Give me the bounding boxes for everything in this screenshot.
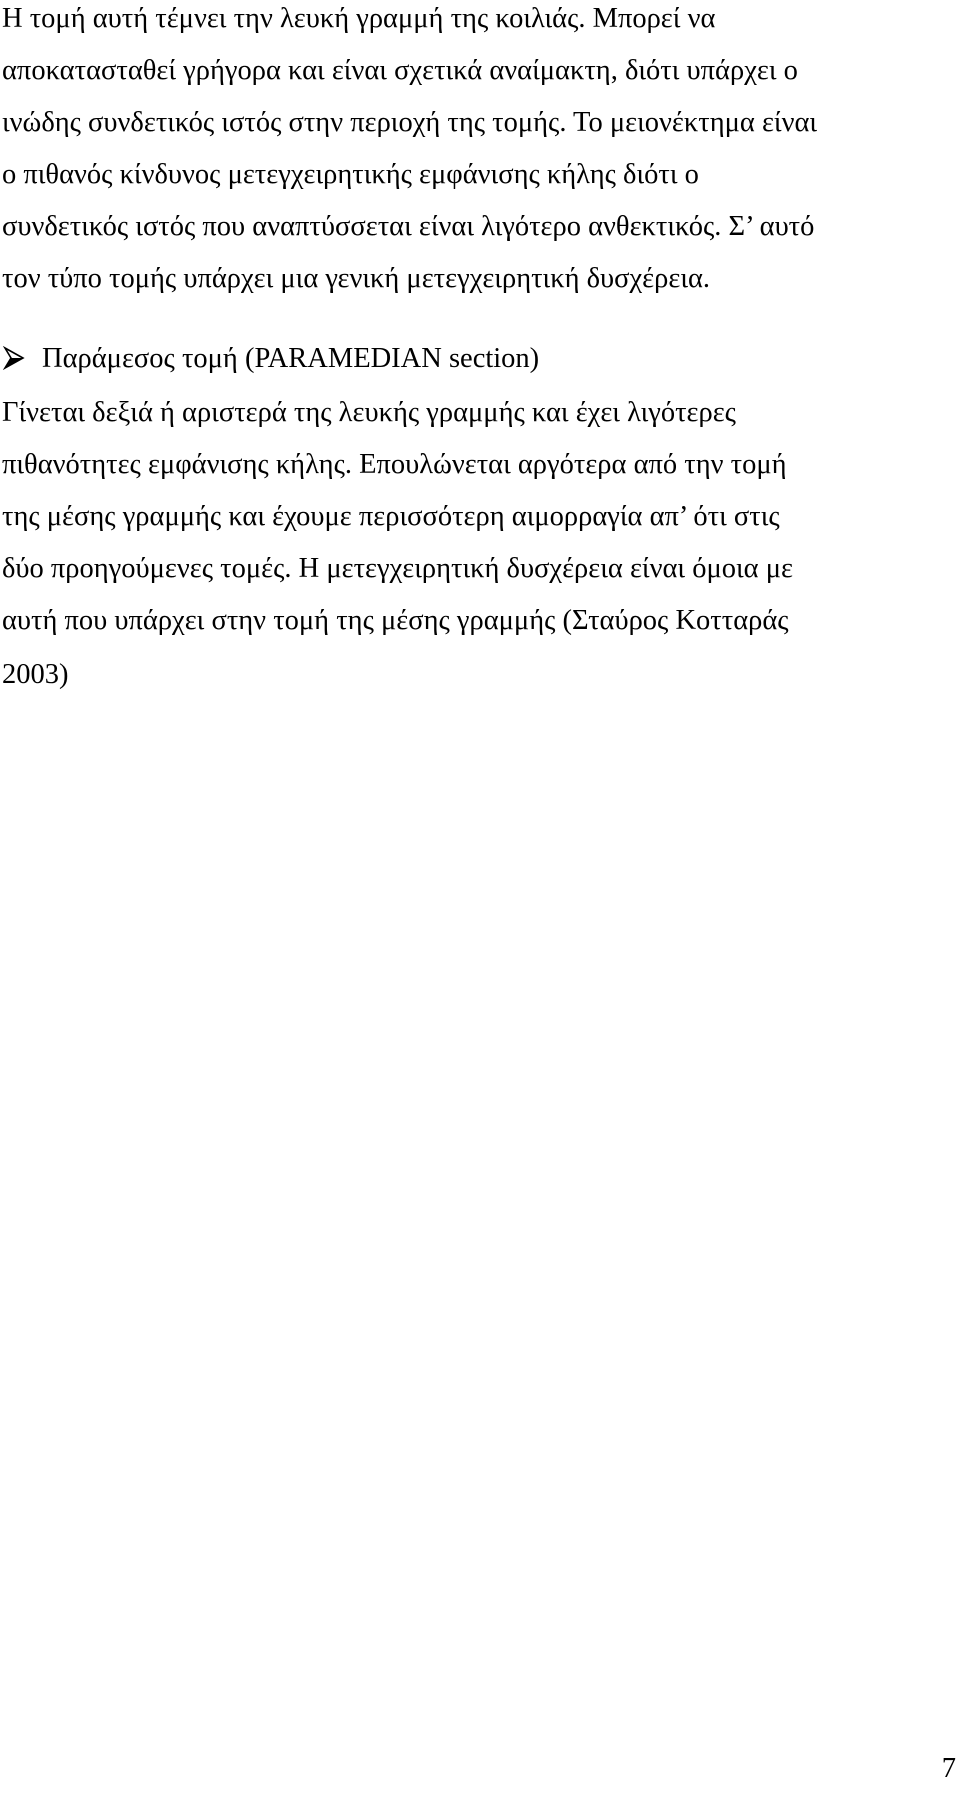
paragraph1-line-2: αποκατασταθεί γρήγορα και είναι σχετικά αναίμακτη, διότι υπάρχει ο bbox=[2, 55, 798, 86]
paragraph2-line-4: δύο προηγούμενες τομές. Η μετεγχειρητική δυσχέρεια είναι όμοια με bbox=[2, 553, 793, 584]
paragraph2-line-5: αυτή που υπάρχει στην τομή της μέσης γραμμής (Σταύρος Κοτταράς bbox=[2, 605, 789, 636]
paragraph1-line-4: ο πιθανός κίνδυνος μετεγχειρητικής εμφάνισης κήλης διότι ο bbox=[2, 159, 699, 190]
paragraph2-line-3: της μέσης γραμμής και έχουμε περισσότερη αιμορραγία απ’ ότι στις bbox=[2, 501, 780, 532]
paragraph2-line-2: πιθανότητες εμφάνισης κήλης. Επουλώνεται αργότερα από την τομή bbox=[2, 449, 787, 480]
page-number: 7 bbox=[941, 1753, 956, 1784]
paragraph2-line-1: Γίνεται δεξιά ή αριστερά της λευκής γραμμής και έχει λιγότερες bbox=[2, 397, 736, 428]
paragraph1-line-3: ινώδης συνδετικός ιστός στην περιοχή της τομής. Το μειονέκτημα είναι bbox=[2, 107, 818, 138]
paragraph1-line-5: συνδετικός ιστός που αναπτύσσεται είναι λιγότερο ανθεκτικός. Σ’ αυτό bbox=[2, 211, 815, 242]
bullet-heading bbox=[2, 342, 539, 376]
paragraph1-line-6: τον τύπο τομής υπάρχει μια γενική μετεγχειρητική δυσχέρεια. bbox=[2, 263, 711, 294]
paragraph2-line-6: 2003) bbox=[2, 659, 69, 690]
paragraph1-line-1: Η τομή αυτή τέμνει την λευκή γραμμή της κοιλιάς. Μπορεί να bbox=[2, 3, 716, 34]
bullet-heading-text: Παράμεσος τομή (PARAMEDIAN section) bbox=[42, 343, 540, 374]
arrowhead-bullet-icon bbox=[2, 345, 26, 369]
